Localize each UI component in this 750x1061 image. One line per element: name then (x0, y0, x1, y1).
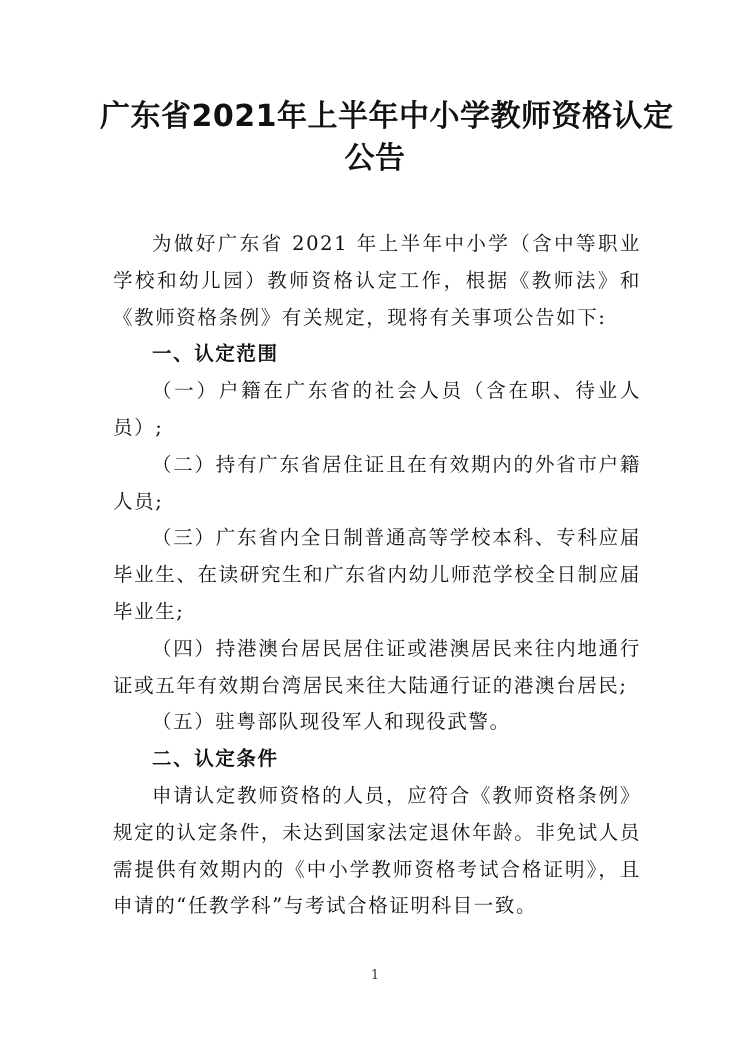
document-title-line-1: 广东省2021年上半年中小学教师资格认定 (100, 99, 674, 134)
scope-item-4: （四）持港澳台居民居住证或港澳居民来往内地通行证或五年有效期台湾居民来往大陆通行证的港澳台居民; (113, 636, 641, 697)
scope-item-2: （二）持有广东省居住证且在有效期内的外省市户籍人员; (113, 452, 641, 513)
document-title-line-2: 公告 (344, 141, 406, 176)
intro-paragraph: 为做好广东省 2021 年上半年中小学（含中等职业学校和幼儿园）教师资格认定工作，根据《教师法》和《教师资格条例》有关规定，现将有关事项公告如下: (113, 232, 641, 329)
document-body (113, 226, 641, 925)
page-number: 1 (370, 968, 380, 983)
section-heading-conditions: 二、认定条件 (152, 747, 279, 771)
scope-item-5: （五）驻粤部队现役军人和现役武警。 (152, 710, 511, 734)
scope-item-1: （一）户籍在广东省的社会人员（含在职、待业人员）; (113, 379, 641, 439)
conditions-paragraph: 申请认定教师资格的人员，应符合《教师资格条例》规定的认定条件，未达到国家法定退休年龄。非免试人员需提供有效期内的《中小学教师资格考试合格证明》，且申请的“任教学科”与考试合格证明科目一致。 (113, 783, 641, 918)
section-heading-scope: 一、认定范围 (152, 342, 279, 366)
scope-item-3: （三）广东省内全日制普通高等学校本科、专科应届毕业生、在读研究生和广东省内幼儿师范学校全日制应届毕业生; (113, 526, 641, 623)
